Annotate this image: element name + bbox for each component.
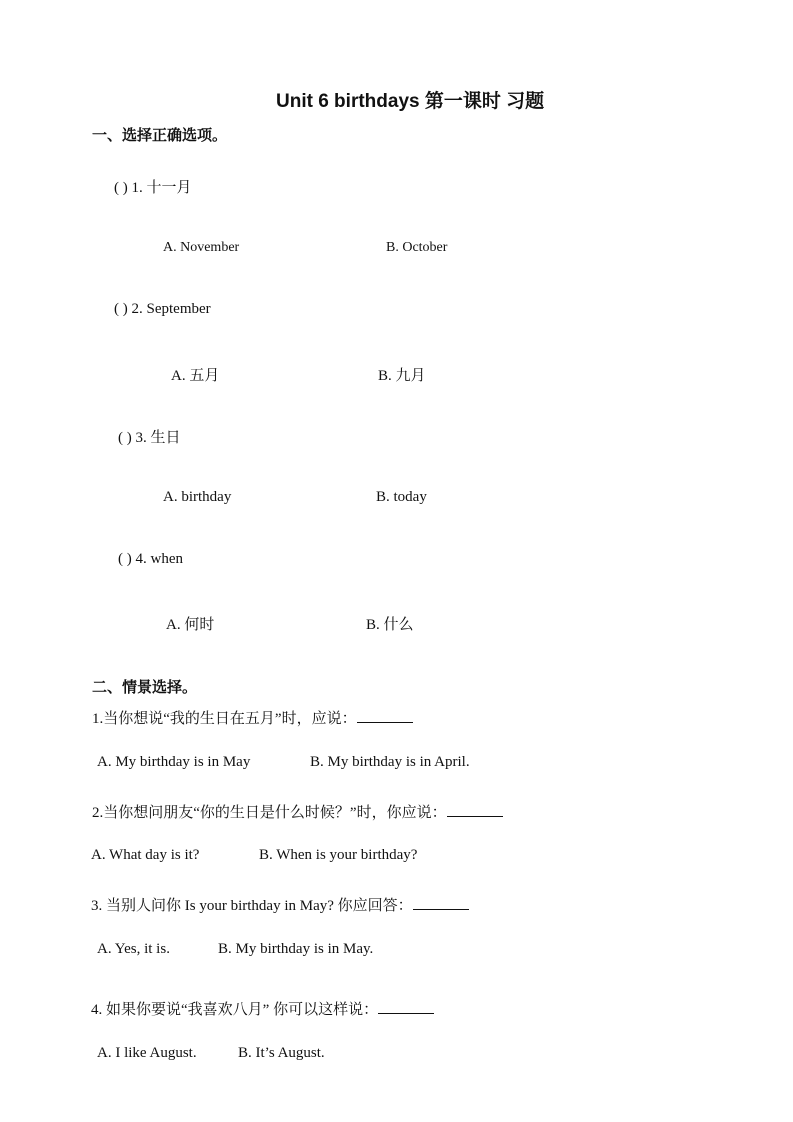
s1-q4-stem: ( ) 4. when [118, 551, 183, 567]
answer-blank[interactable] [378, 999, 434, 1014]
s1-q3-stem: ( ) 3. 生日 [118, 430, 181, 446]
s2-q4-option-b: B. It’s August. [238, 1045, 325, 1061]
worksheet-title: Unit 6 birthdays 第一课时 习题 [276, 91, 545, 112]
s1-q4-option-b: B. 什么 [366, 617, 414, 633]
s2-q2-row [92, 801, 503, 822]
s2-q3-option-b: B. My birthday is in May. [218, 941, 374, 957]
s2-q3-stem: 3. 当别人问你 Is your birthday in May? 你应回答： [91, 898, 413, 914]
answer-blank[interactable] [447, 802, 503, 817]
s2-q2-stem: 2.当你想问朋友“你的生日是什么时候？”时，你应说： [92, 805, 447, 821]
answer-blank[interactable] [413, 895, 469, 910]
s2-q4-stem: 4. 如果你要说“我喜欢八月” 你可以这样说： [91, 1002, 379, 1018]
s2-q1-option-a: A. My birthday is in May [97, 754, 251, 770]
s1-q1-option-b: B. October [386, 240, 448, 255]
s1-q3-option-a: A. birthday [163, 489, 232, 505]
s1-q1-stem: ( ) 1. 十一月 [114, 180, 192, 196]
s2-q3-option-a: A. Yes, it is. [97, 941, 170, 957]
s2-q3-row [91, 894, 469, 915]
s2-q1-option-b: B. My birthday is in April. [310, 754, 470, 770]
s1-q3-option-b: B. today [376, 489, 427, 505]
section-1-heading: 一、选择正确选项。 [92, 126, 228, 144]
s2-q4-row [91, 998, 434, 1019]
s1-q2-stem: ( ) 2. September [114, 301, 211, 317]
s1-q2-option-a: A. 五月 [171, 368, 220, 384]
s2-q2-option-b: B. When is your birthday? [259, 847, 418, 863]
s2-q2-option-a: A. What day is it? [91, 847, 200, 863]
section-2-heading: 二、情景选择。 [92, 678, 198, 696]
answer-blank[interactable] [357, 708, 413, 723]
s1-q2-option-b: B. 九月 [378, 368, 426, 384]
s2-q1-stem: 1.当你想说“我的生日在五月”时，应说： [92, 711, 357, 727]
s2-q4-option-a: A. I like August. [97, 1045, 197, 1061]
s1-q1-option-a: A. November [163, 240, 240, 255]
s2-q1-row [92, 707, 413, 728]
s1-q4-option-a: A. 何时 [166, 617, 215, 633]
